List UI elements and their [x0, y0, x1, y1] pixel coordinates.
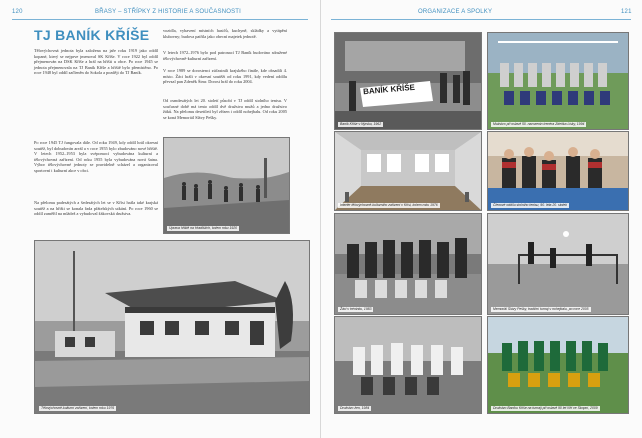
photo-team-1994 [487, 32, 629, 130]
photo-building-caption: Tělovýchovně-kulturní zařízení, kolem roku 1976 [41, 406, 115, 410]
photo-field-work [163, 137, 290, 234]
running-header-right: ORGANIZACE A SPOLKY [418, 9, 493, 15]
caption-team-1994: Mužstvo při oslavě 50. narozenin trenéra Zdeňka Lisky, 1994 [493, 122, 585, 126]
photo-hall-interior [334, 131, 482, 211]
col2-paragraph-4: Od osmdesátých let 20. století působí v TJ oddíl stolního tenisu. V současné době má tento oddíl dvě družstva mužů a jedno družstvo žáků. Na přelomu desetiletí byl zřízen i oddíl nohejbalu. Od roku 2005 se koná Memoriál Slávy Pešky. [163, 98, 287, 120]
photo-footvolley-memorial [487, 213, 629, 315]
caption-women-team-1984: Družstvo žen, 1984 [340, 406, 370, 410]
caption-team-2009: Družstvo Baníku Kříše na turnaji při oslavě 90 let NH ve Skopní, 2009 [493, 406, 598, 410]
header-rule-left [12, 19, 308, 20]
right-page [321, 0, 642, 438]
header-rule-right [331, 19, 631, 20]
article-title: TJ BANÍK KŘÍŠE [34, 27, 150, 43]
photo-team-banner-1962 [334, 32, 482, 130]
caption-table-tennis: Členové oddílu stolního tenisu, 90. léta 20. století [493, 203, 568, 207]
photo-field-work-caption: Úprava hřiště na Hradištích, kolem roku 1920 [169, 226, 238, 230]
photo-team-2009 [487, 316, 629, 414]
page-number-right: 121 [621, 9, 632, 15]
caption-hall-interior: Interiér tělovýchovně-kulturního zařízení v Křísi, kolem roku 1976 [340, 203, 438, 207]
running-header-left: BŘASY – STŘÍPKY Z HISTORIE A SOUČASNOSTI [95, 9, 242, 15]
col2-paragraph-1: vozidla, vybavení místních hasičů, kuchyně, skládky a vytápění klubovny; budova patřila jako obecní majetek jednotě. [163, 28, 287, 39]
photo-women-team-1984 [334, 316, 482, 414]
caption-team-1962: Baník Kříše v Nýrsku, 1962 [340, 122, 382, 126]
team-banner-text: BANÍK KŘÍŠE [362, 82, 416, 97]
photo-table-tennis [487, 131, 629, 211]
caption-footvolley-memorial: Memoriál Slávy Pešky, tradiční turnaj v nohejbalu, po roce 2005 [493, 307, 589, 311]
col1-paragraph-3: Na přelomu padesátých a šedesátých let se v Křísi hrála také krajská soutěž a na hřišti se konala řada přátelských utkání. Po roce 1960 se oddíl zaměřil na mládež a vybudoval žákovská družstva. [34, 200, 158, 216]
page-number-left: 120 [12, 9, 23, 15]
col2-paragraph-3: V roce 1989 se dorostenci zúčastnili krajského finále, kde obsadili 4. místo. Žáci hráli v okresní soutěži od roku 1991, kdy vedení oddílu převzal pan Zdeněk Šimr. Dorost hrál do roku 2004. [163, 68, 287, 84]
col1-paragraph-1: Tělovýchovná jednota byla založena na jaře roku 1919 jako oddíl kopané, který se nejprve jmenoval SK Kříše. V roce 1922 byl oddíl přejmenován na DSK Kříše a hrál na hřišti u obce. Po roce 1945 se jednota přejmenovala na TJ Baník Kříše a hřiště bylo přemístěno. Po roce 1948 byl oddíl začleněn do Sokola a později do TJ Baník. [34, 48, 158, 75]
photo-youth-training [334, 213, 482, 315]
photo-building [34, 240, 310, 414]
col2-paragraph-2: V letech 1972–1976 bylo pod patronací TJ Baník budováno sdružené tělovýchovně-kulturní zařízení. [163, 50, 287, 61]
caption-youth-training: Žáci v tréninku, 1983 [340, 307, 372, 311]
col1-paragraph-2: Po roce 1945 TJ fungovala dále. Od roku 1949, kdy oddíl hrál okresní soutěž, byl dobudován areál a v roce 1955 bylo zbudováno nové hřiště. V letech 1952–1953 byla svépomocí vybudována kulturní a tělovýchovná zařízení. Od roku 1955 byla vybudována nová šatna. Výbor tělovýchovné jednoty se pravidelně scházel a organizoval sportovní i kulturní akce v obci. [34, 140, 158, 173]
